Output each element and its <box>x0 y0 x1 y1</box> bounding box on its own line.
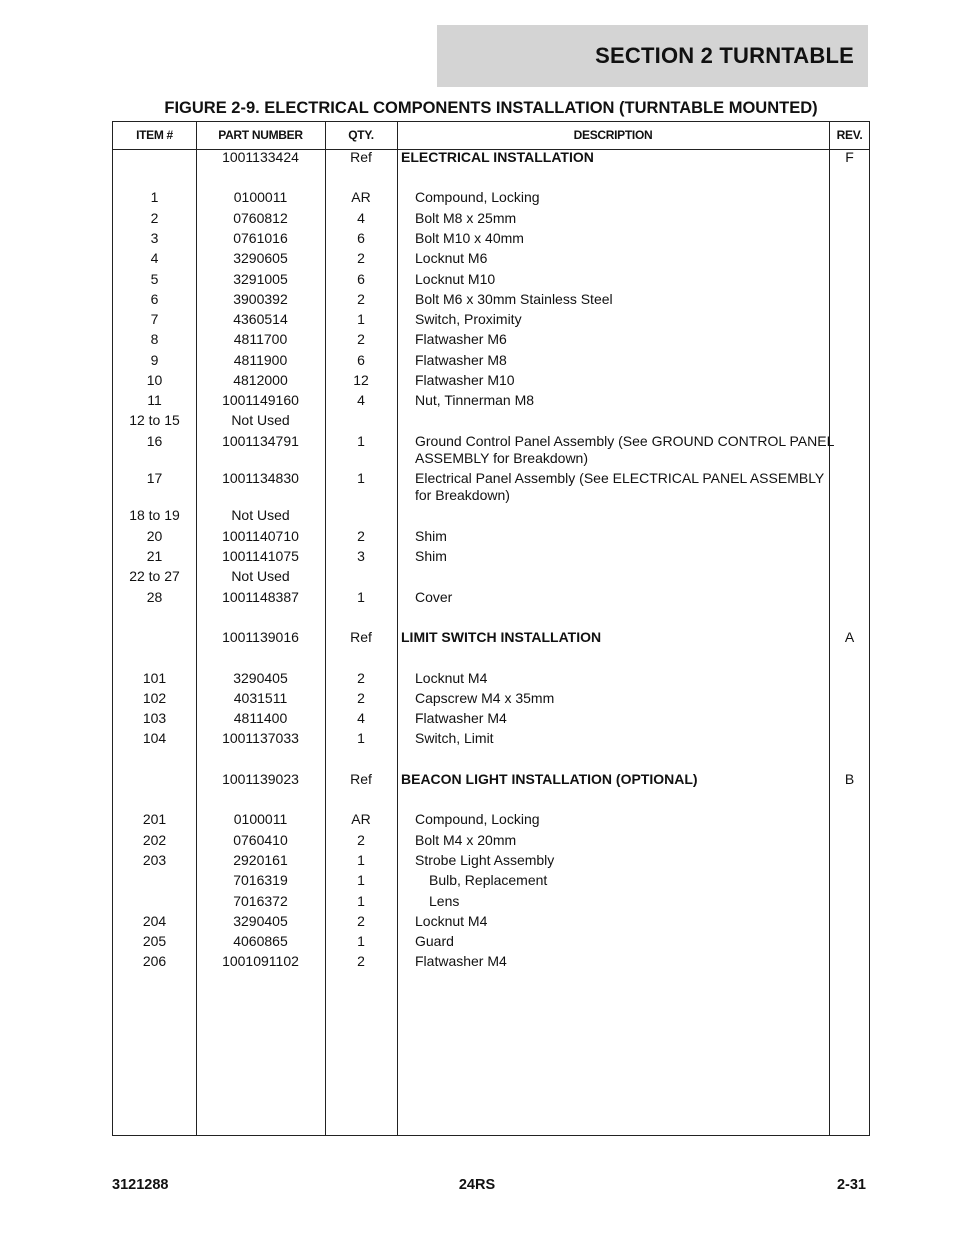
item-number-cell: 104 <box>142 730 167 746</box>
description-cell: Ground Control Panel Assembly (See GROUND CONTROL PANEL ASSEMBLY for Breakdown) <box>415 433 834 466</box>
qty-cell: AR <box>351 811 371 827</box>
item-number-cell: 101 <box>142 670 167 686</box>
description-cell: Flatwasher M4 <box>415 953 507 969</box>
description-cell: Flatwasher M6 <box>415 331 507 347</box>
description-cell: Locknut M4 <box>415 913 488 929</box>
part-number-cell: 4811700 <box>233 331 288 347</box>
footer-page-number: 2-31 <box>836 1177 866 1193</box>
item-number-cell: 17 <box>146 470 163 486</box>
description-cell: Electrical Panel Assembly (See ELECTRICAL PANEL ASSEMBLY for Breakdown) <box>415 470 825 503</box>
part-number-cell: 1001133424 <box>222 149 299 165</box>
part-number-cell: 1001148387 <box>222 589 299 605</box>
part-number-cell: 0760410 <box>233 832 288 848</box>
part-number-cell: 3290605 <box>233 250 288 266</box>
part-number-cell: 1001149160 <box>222 392 299 408</box>
part-number-cell: 0100011 <box>233 189 288 205</box>
item-number-cell: 11 <box>147 392 162 408</box>
description-cell: Capscrew M4 x 35mm <box>415 690 555 706</box>
footer-doc-number: 3121288 <box>112 1177 169 1193</box>
parts-table <box>112 121 870 1136</box>
part-number-cell: 3290405 <box>233 670 288 686</box>
qty-cell: 1 <box>357 589 365 605</box>
qty-cell: 2 <box>357 670 365 686</box>
item-number-cell: 203 <box>142 852 167 868</box>
item-number-cell: 28 <box>146 589 163 605</box>
description-cell: Flatwasher M8 <box>415 352 507 368</box>
item-number-cell: 18 to 19 <box>129 507 180 523</box>
description-cell: Bolt M4 x 20mm <box>415 832 517 848</box>
description-cell: ELECTRICAL INSTALLATION <box>401 149 594 165</box>
column-divider <box>397 122 398 1135</box>
qty-cell: 1 <box>357 893 365 909</box>
table-header <box>113 122 869 150</box>
item-number-cell: 202 <box>142 832 167 848</box>
qty-cell: 2 <box>357 528 365 544</box>
qty-cell: 6 <box>357 271 365 287</box>
item-number-cell: 7 <box>150 311 159 327</box>
part-number-cell: Not Used <box>231 507 290 523</box>
qty-cell: Ref <box>350 149 372 165</box>
part-number-cell: 4811900 <box>233 352 288 368</box>
part-number-cell: 1001134791 <box>222 433 299 449</box>
part-number-cell: 4811400 <box>233 710 288 726</box>
item-number-cell: 204 <box>142 913 167 929</box>
part-number-cell: 1001091102 <box>222 953 299 969</box>
description-cell: Nut, Tinnerman M8 <box>415 392 535 408</box>
part-number-cell: 4031511 <box>233 690 288 706</box>
part-number-cell: 4812000 <box>233 372 288 388</box>
description-cell: Strobe Light Assembly <box>415 852 555 868</box>
part-number-cell: 3291005 <box>233 271 288 287</box>
item-number-cell: 6 <box>150 291 159 307</box>
qty-cell: Ref <box>350 629 372 645</box>
qty-cell: 2 <box>357 291 365 307</box>
description-cell: Bulb, Replacement <box>429 872 548 888</box>
qty-cell: 1 <box>357 311 365 327</box>
description-cell: Switch, Limit <box>415 730 494 746</box>
item-number-cell: 21 <box>146 548 163 564</box>
qty-cell: 4 <box>357 710 365 726</box>
qty-cell: 2 <box>357 250 365 266</box>
qty-cell: 12 <box>353 372 369 388</box>
part-number-cell: 1001134830 <box>222 470 299 486</box>
qty-cell: 1 <box>357 852 365 868</box>
header-item: ITEM # <box>136 128 173 142</box>
part-number-cell: 3900392 <box>233 291 288 307</box>
part-number-cell: 1001140710 <box>222 528 299 544</box>
description-cell: Lens <box>429 893 460 909</box>
part-number-cell: 7016372 <box>233 893 288 909</box>
part-number-cell: 1001137033 <box>222 730 299 746</box>
part-number-cell: 1001141075 <box>222 548 299 564</box>
qty-cell: 3 <box>357 548 365 564</box>
qty-cell: 1 <box>357 433 365 449</box>
qty-cell: 2 <box>357 913 365 929</box>
item-number-cell: 205 <box>142 933 167 949</box>
part-number-cell: 0761016 <box>233 230 288 246</box>
header-description: DESCRIPTION <box>573 128 653 142</box>
item-number-cell: 206 <box>142 953 167 969</box>
qty-cell: AR <box>351 189 371 205</box>
description-cell: BEACON LIGHT INSTALLATION (OPTIONAL) <box>401 771 698 787</box>
rev-cell: B <box>844 771 855 787</box>
qty-cell: Ref <box>350 771 372 787</box>
description-cell: LIMIT SWITCH INSTALLATION <box>401 629 602 645</box>
qty-cell: 2 <box>357 690 365 706</box>
qty-cell: 4 <box>357 392 365 408</box>
item-number-cell: 16 <box>146 433 163 449</box>
qty-cell: 1 <box>357 730 365 746</box>
qty-cell: 1 <box>357 872 365 888</box>
description-cell: Locknut M10 <box>415 271 496 287</box>
description-cell: Guard <box>415 933 454 949</box>
item-number-cell: 8 <box>150 331 159 347</box>
description-cell: Bolt M6 x 30mm Stainless Steel <box>415 291 613 307</box>
item-number-cell: 5 <box>150 271 159 287</box>
part-number-cell: 3290405 <box>233 913 288 929</box>
item-number-cell: 103 <box>142 710 167 726</box>
item-number-cell: 102 <box>142 690 167 706</box>
description-cell: Compound, Locking <box>415 811 540 827</box>
description-cell: Compound, Locking <box>415 189 540 205</box>
part-number-cell: 0100011 <box>233 811 288 827</box>
description-cell: Locknut M4 <box>415 670 488 686</box>
item-number-cell: 1 <box>150 189 159 205</box>
part-number-cell: 4360514 <box>233 311 288 327</box>
item-number-cell: 3 <box>150 230 159 246</box>
description-cell: Switch, Proximity <box>415 311 522 327</box>
item-number-cell: 201 <box>142 811 167 827</box>
header-qty: QTY. <box>348 128 374 142</box>
part-number-cell: Not Used <box>231 412 290 428</box>
qty-cell: 2 <box>357 953 365 969</box>
figure-title: FIGURE 2-9. ELECTRICAL COMPONENTS INSTALLATION (TURNTABLE MOUNTED) <box>164 99 818 117</box>
part-number-cell: Not Used <box>231 568 290 584</box>
description-cell: Bolt M8 x 25mm <box>415 210 517 226</box>
part-number-cell: 4060865 <box>233 933 288 949</box>
description-cell: Shim <box>415 528 447 544</box>
description-cell: Flatwasher M4 <box>415 710 507 726</box>
description-cell: Flatwasher M10 <box>415 372 515 388</box>
qty-cell: 6 <box>357 230 365 246</box>
qty-cell: 2 <box>357 331 365 347</box>
section-banner <box>437 25 868 87</box>
description-cell: Bolt M10 x 40mm <box>415 230 524 246</box>
rev-cell: A <box>844 629 855 645</box>
part-number-cell: 7016319 <box>233 872 288 888</box>
qty-cell: 4 <box>357 210 365 226</box>
header-part-number: PART NUMBER <box>218 128 303 142</box>
rev-cell: F <box>845 149 854 165</box>
qty-cell: 6 <box>357 352 365 368</box>
item-number-cell: 22 to 27 <box>129 568 180 584</box>
qty-cell: 2 <box>357 832 365 848</box>
item-number-cell: 4 <box>150 250 159 266</box>
header-rev: REV. <box>836 128 863 142</box>
item-number-cell: 2 <box>150 210 159 226</box>
part-number-cell: 0760812 <box>233 210 288 226</box>
qty-cell: 1 <box>357 470 365 486</box>
description-cell: Cover <box>415 589 453 605</box>
part-number-cell: 1001139016 <box>222 629 299 645</box>
part-number-cell: 2920161 <box>233 852 288 868</box>
description-cell: Locknut M6 <box>415 250 488 266</box>
qty-cell: 1 <box>357 933 365 949</box>
section-title: SECTION 2 TURNTABLE <box>595 43 854 68</box>
footer-model: 24RS <box>458 1177 496 1193</box>
item-number-cell: 10 <box>146 372 163 388</box>
item-number-cell: 12 to 15 <box>129 412 180 428</box>
part-number-cell: 1001139023 <box>222 771 299 787</box>
item-number-cell: 20 <box>146 528 163 544</box>
item-number-cell: 9 <box>150 352 159 368</box>
description-cell: Shim <box>415 548 447 564</box>
